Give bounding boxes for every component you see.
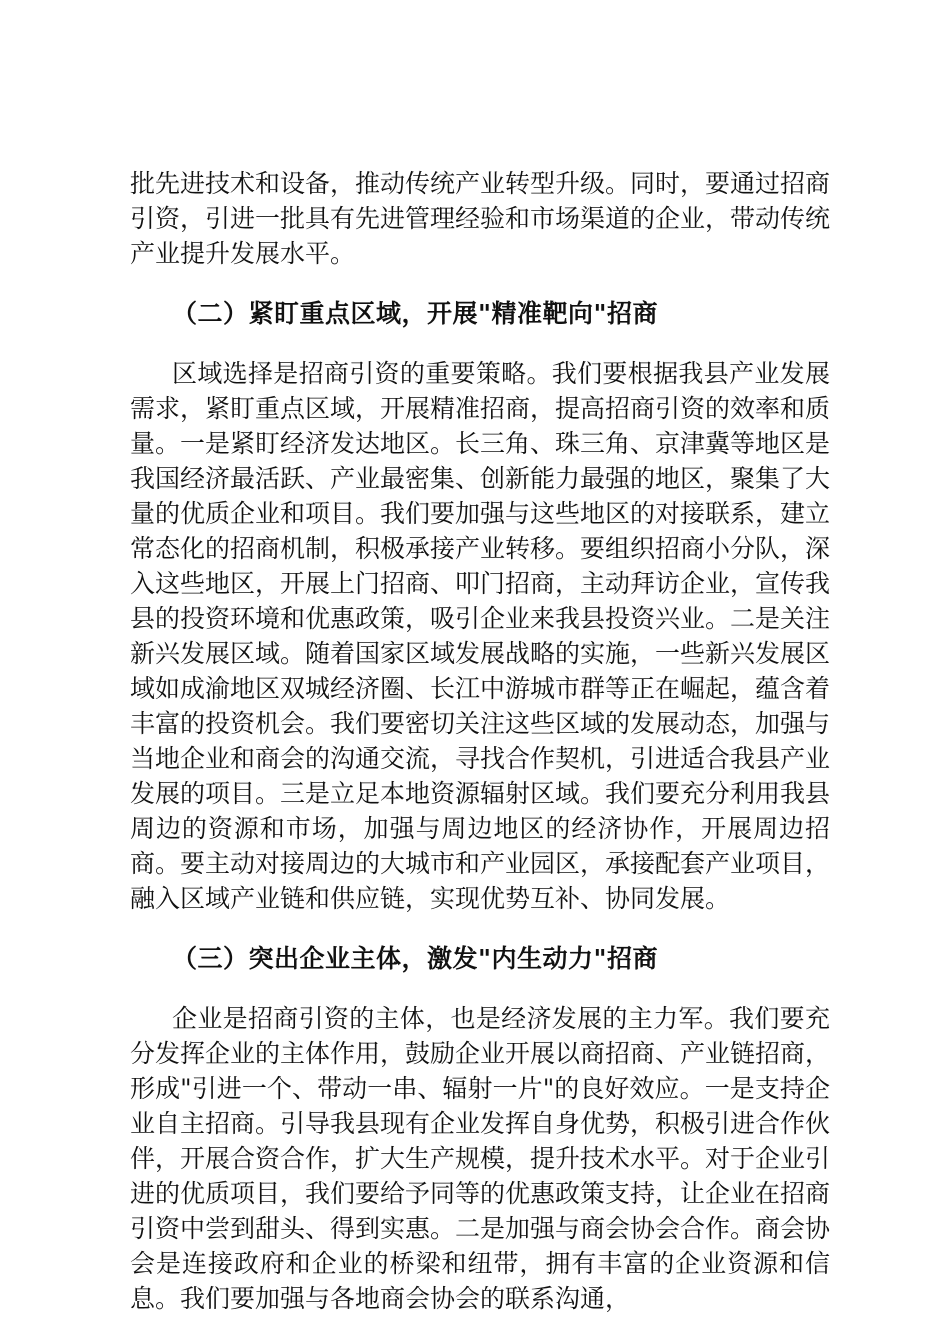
- section-heading-3: （三）突出企业主体，激发"内生动力"招商: [172, 944, 659, 973]
- paragraph-enterprise-subject: 企业是招商引资的主体，也是经济发展的主力军。我们要充分发挥企业的主体作用，鼓励企业开展以商招商、产业链招商，形成"引进一个、带动一串、辐射一片"的良好效应。一是支持企业自主招商。引导我县现有企业发挥自身优势，积极引进合作伙伴，开展合资合作，扩大生产规模，提升技术水平。对于企业引进的优质项目，我们要给予同等的优惠政策支持，让企业在招商引资中尝到甜头、得到实惠。二是加强与商会协会合作。商会协会是连接政府和企业的桥梁和纽带，拥有丰富的企业资源和信息。我们要加强与各地商会协会的联系沟通，: [130, 1004, 831, 1313]
- spacer: [130, 331, 830, 356]
- spacer: [130, 976, 830, 1001]
- paragraph-regional-strategy: 区域选择是招商引资的重要策略。我们要根据我县产业发展需求，紧盯重点区域，开展精准招商，提高招商引资的效率和质量。一是紧盯经济发达地区。长三角、珠三角、京津冀等地区是我国经济最活跃、产业最密集、创新能力最强的地区，聚集了大量的优质企业和项目。我们要加强与这些地区的对接联系，建立常态化的招商机制，积极承接产业转移。要组织招商小分队，深入这些地区，开展上门招商、叩门招商，主动拜访企业，宣传我县的投资环境和优惠政策，吸引企业来我县投资兴业。二是关注新兴发展区域。随着国家区域发展战略的实施，一些新兴发展区域如成渝地区双城经济圈、长江中游城市群等正在崛起，蕴含着丰富的投资机会。我们要密切关注这些区域的发展动态，加强与当地企业和商会的沟通交流，寻找合作契机，引进适合我县产业发展的项目。三是立足本地资源辐射区域。我们要充分利用我县周边的资源和市场，加强与周边地区的经济协作，开展周边招商。要主动对接周边的大城市和产业园区，承接配套产业项目，融入区域产业链和供应链，实现优势互补、协同发展。: [130, 359, 831, 913]
- section-heading-2: （二）紧盯重点区域，开展"精准靶向"招商: [172, 299, 659, 328]
- document-body: [130, 166, 830, 1316]
- spacer: [130, 916, 830, 941]
- spacer: [130, 271, 830, 296]
- paragraph-continuation: 批先进技术和设备，推动传统产业转型升级。同时，要通过招商引资，引进一批具有先进管理经验和市场渠道的企业，带动传统产业提升发展水平。: [130, 169, 831, 268]
